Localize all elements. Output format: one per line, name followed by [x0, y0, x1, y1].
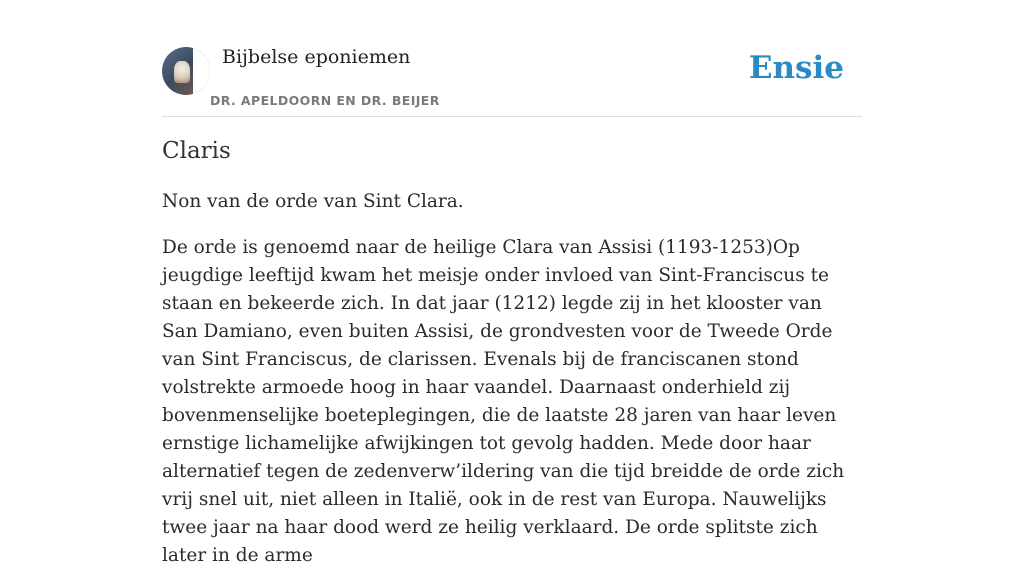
book-title[interactable]: Bijbelse eponiemen: [222, 46, 411, 68]
book-authors: DR. APELDOORN EN DR. BEIJER: [210, 93, 440, 108]
definition-paragraph: Non van de orde van Sint Clara.: [162, 191, 464, 212]
body-paragraph: De orde is genoemd naar de heilige Clara van Assisi (1193-1253)Op jeugdige leeftijd kwam het meisje onder invloed van Sint-Franciscus te staan en bekeerde zich. In dat jaar (1212) legde zij in het klooster van San Damiano, even buiten Assisi, de grondvesten voor de Tweede Orde van Sint Franciscus, de clarissen. Evenals bij de franciscanen stond volstrekte armoede hoog in haar vaandel. Daarnaast onderhield zij bovenmenselijke boeteplegingen, die de laatste 28 jaren van haar leven ernstige lichamelijke afwijkingen tot gevolg hadden. Mede door haar alternatief tegen de zedenverw’ildering van die tijd breidde de orde zich vrij snel uit, niet alleen in Italië, ook in de rest van Europa. Nauwelijks twee jaar na haar dood werd ze heilig verklaard. De orde splitste zich later in de arme: [162, 237, 845, 566]
term-title: Claris: [162, 138, 231, 164]
book-cover-image[interactable]: [162, 47, 210, 95]
header: [162, 0, 862, 117]
ensie-logo-link[interactable]: Ensie: [748, 50, 844, 86]
article: [162, 138, 862, 588]
cover-figure: [174, 61, 190, 83]
cover-mask: [193, 47, 210, 95]
